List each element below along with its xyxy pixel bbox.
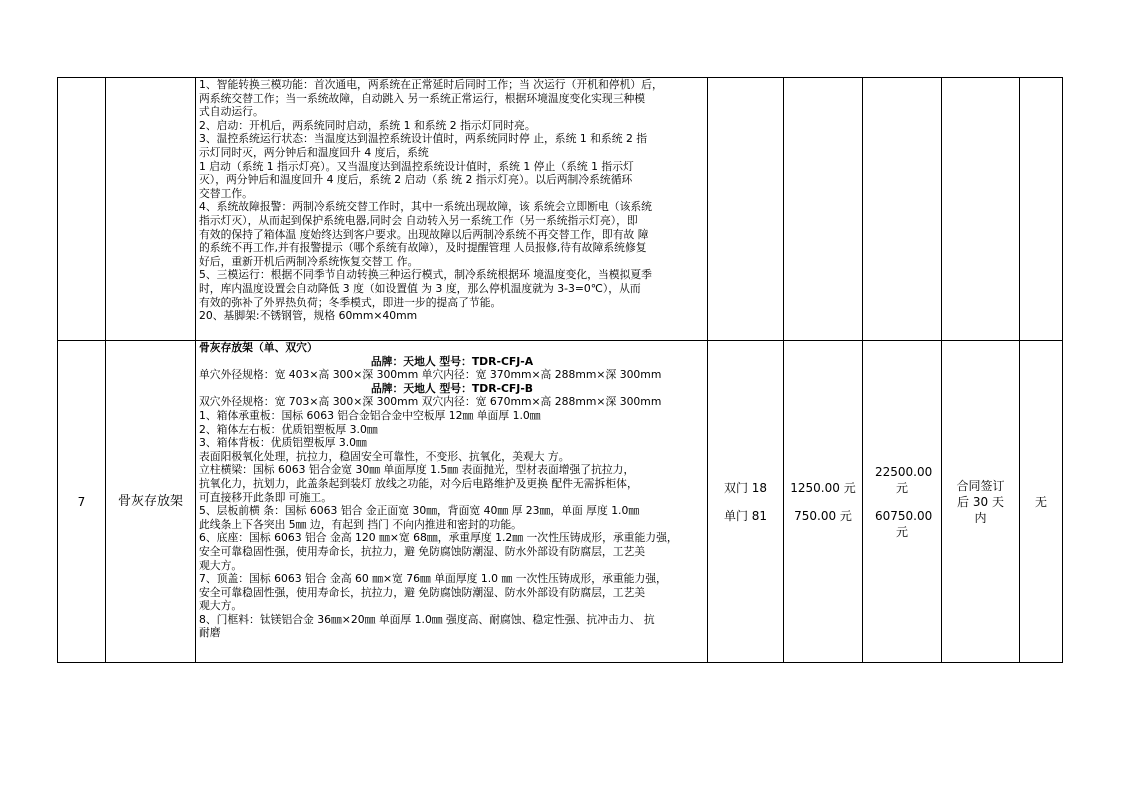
spec-double: 双穴外径规格：宽 703×高 300×深 300mm 双穴内径：宽 670mm×高 288mm×深 300mm — [199, 395, 662, 409]
desc-line: 指示灯灭），从而起到保护系统电器,同时会 自动转入另一系统工作（另一系统指示灯亮），即 — [199, 213, 638, 227]
desc-line: 式自动运行。 — [199, 105, 264, 119]
cell-name-empty — [106, 78, 196, 341]
desc-line: 抗氧化力，抗划力，此盖条起到装灯 放线之功能，对今后电路维护及更换 配件无需拆柜体， — [199, 476, 638, 490]
desc-line: 有效的弥补了外界热负荷；冬季模式，即进一步的提高了节能。 — [199, 295, 502, 309]
qty-double: 双门 18 — [723, 480, 768, 495]
desc-line: 有效的保持了箱体温 度始终达到客户要求。出现故障以后两制冷系统不再交替工作，即有故 障 — [199, 227, 649, 241]
brand-model-b: 品牌：天地人 型号：TDR-CFJ-B — [370, 381, 534, 395]
desc-line: 的系统不再工作,并有报警提示（哪个系统有故障），及时提醒管理 人员报修,待有故障系统修复 — [199, 241, 647, 255]
desc-line: 2、启动：开机后，两系统同时启动，系统 1 和系统 2 指示灯同时亮。 — [199, 118, 536, 132]
desc-line: 观大方。 — [199, 558, 243, 572]
qty-single: 单门 81 — [723, 508, 768, 523]
desc-line: 3、温控系统运行状态：当温度达到温控系统设计值时，两系统同时停 止，系统 1 和系统 2 指 — [199, 132, 648, 146]
desc-line: 灭），两分钟后和温度回升 4 度后，系统 2 启动（系 统 2 指示灯亮）。以后两制冷系统循环 — [199, 173, 633, 187]
desc-line: 耐磨 — [199, 626, 221, 640]
desc-line: 安全可靠稳固性强，使用寿命长，抗拉力，避 免防腐蚀防潮湿、防水外部设有防腐层，工艺美 — [199, 544, 646, 558]
desc-line: 8、门框料：钛镁铝合金 36㎜×20㎜ 单面厚 1.0㎜ 强度高、耐腐蚀、稳定性强、抗冲击力、 抗 — [199, 612, 655, 626]
desc-line: 2、箱体左右板：优质铝塑板厚 3.0㎜ — [199, 422, 378, 436]
procurement-table — [57, 77, 1063, 663]
desc-line: 交替工作。 — [199, 186, 253, 200]
desc-line: 表面阳极氧化处理，抗拉力，稳固安全可靠性，不变形、抗氧化，美观大 方。 — [199, 449, 570, 463]
desc-line: 5、三模运行：根据不同季节自动转换三种运行模式，制冷系统根据环 境温度变化，当模拟夏季 — [199, 268, 652, 282]
desc-line: 1、智能转换三模功能：首次通电，两系统在正常延时后同时工作；当 次运行（开机和停机）后， — [199, 78, 663, 91]
price-single: 750.00 元 — [794, 508, 852, 523]
cell-price-empty — [784, 78, 863, 341]
desc-line: 两系统交替工作；当一系统故障，自动跳入 另一系统正常运行，根据环境温度变化实现三种模 — [199, 91, 646, 105]
desc-line: 1 启动（系统 1 指示灯亮）。又当温度达到温控系统设计值时，系统 1 停止（系统 1 指示灯 — [199, 159, 634, 173]
cell-item-index: 7 — [58, 341, 106, 663]
total-double: 22500.00 元 — [875, 464, 933, 495]
desc-line: 安全可靠稳固性强，使用寿命长，抗拉力，避 免防腐蚀防潮湿、防水外部设有防腐层，工艺美 — [199, 585, 646, 599]
desc-line: 可直接移开此条即 可施工。 — [199, 490, 332, 504]
desc-line: 立柱横梁：国标 6063 铝合金宽 30㎜ 单面厚度 1.5㎜ 表面抛光，型材表面增强了抗拉力， — [199, 463, 635, 477]
cell-qty-empty — [708, 78, 784, 341]
cell-total — [863, 341, 942, 663]
desc-line: 观大方。 — [199, 599, 243, 613]
desc-line: 此线条上下各突出 5㎜ 边，有起到 挡门 不向内推进和密封的功能。 — [199, 517, 522, 531]
desc-line: 5、层板前横 条：国标 6063 铝合 金正面宽 30㎜，背面宽 40㎜ 厚 23㎜，单面 厚度 1.0㎜ — [199, 504, 640, 518]
table-row-prev-item — [58, 78, 1063, 341]
desc-line: 6、底座：国标 6063 铝合 金高 120 ㎜×宽 68㎜，承重厚度 1.2㎜ 一次性压铸成形，承重能力强， — [199, 531, 678, 545]
desc-line: 示灯同时灭，两分钟后和温度回升 4 度后，系统 — [199, 145, 429, 159]
cell-total-empty — [863, 78, 942, 341]
cell-note: 无 — [1020, 341, 1063, 663]
cell-item-description — [196, 341, 708, 663]
cell-note-empty — [1020, 78, 1063, 341]
cell-index-empty — [58, 78, 106, 341]
cell-delivery: 合同签订后 30 天内 — [942, 341, 1020, 663]
table-row-item-7 — [58, 341, 1063, 663]
desc-line: 时，库内温度设置会自动降低 3 度（如设置值 为 3 度，那么停机温度就为 3-3=0℃），从而 — [199, 281, 641, 295]
price-double: 1250.00 元 — [790, 480, 856, 495]
item-title: 骨灰存放架（单、双穴） — [199, 341, 318, 354]
desc-line: 4、系统故障报警：两制冷系统交替工作时，其中一系统出现故障，该 系统会立即断电（该系统 — [199, 200, 652, 214]
desc-line: 1、箱体承重板：国标 6063 铝合金铝合金中空板厚 12㎜ 单面厚 1.0㎜ — [199, 408, 541, 422]
cell-prev-description — [196, 78, 708, 341]
brand-model-a: 品牌：天地人 型号：TDR-CFJ-A — [370, 354, 534, 368]
desc-line: 7、顶盖：国标 6063 铝合 金高 60 ㎜×宽 76㎜ 单面厚度 1.0 ㎜ 一次性压铸成形，承重能力强， — [199, 572, 667, 586]
total-single: 60750.00 元 — [875, 508, 933, 539]
spec-single: 单穴外径规格：宽 403×高 300×深 300mm 单穴内径：宽 370mm×高 288mm×深 300mm — [199, 368, 662, 382]
cell-quantity — [708, 341, 784, 663]
cell-unit-price — [784, 341, 863, 663]
cell-item-name: 骨灰存放架 — [106, 341, 196, 663]
desc-line: 3、箱体背板：优质铝塑板厚 3.0㎜ — [199, 436, 367, 450]
desc-line: 20、基脚架:不锈钢管，规格 60mm×40mm — [199, 309, 418, 323]
cell-delivery-empty — [942, 78, 1020, 341]
desc-line: 好后，重新开机后两制冷系统恢复交替工 作。 — [199, 254, 419, 268]
